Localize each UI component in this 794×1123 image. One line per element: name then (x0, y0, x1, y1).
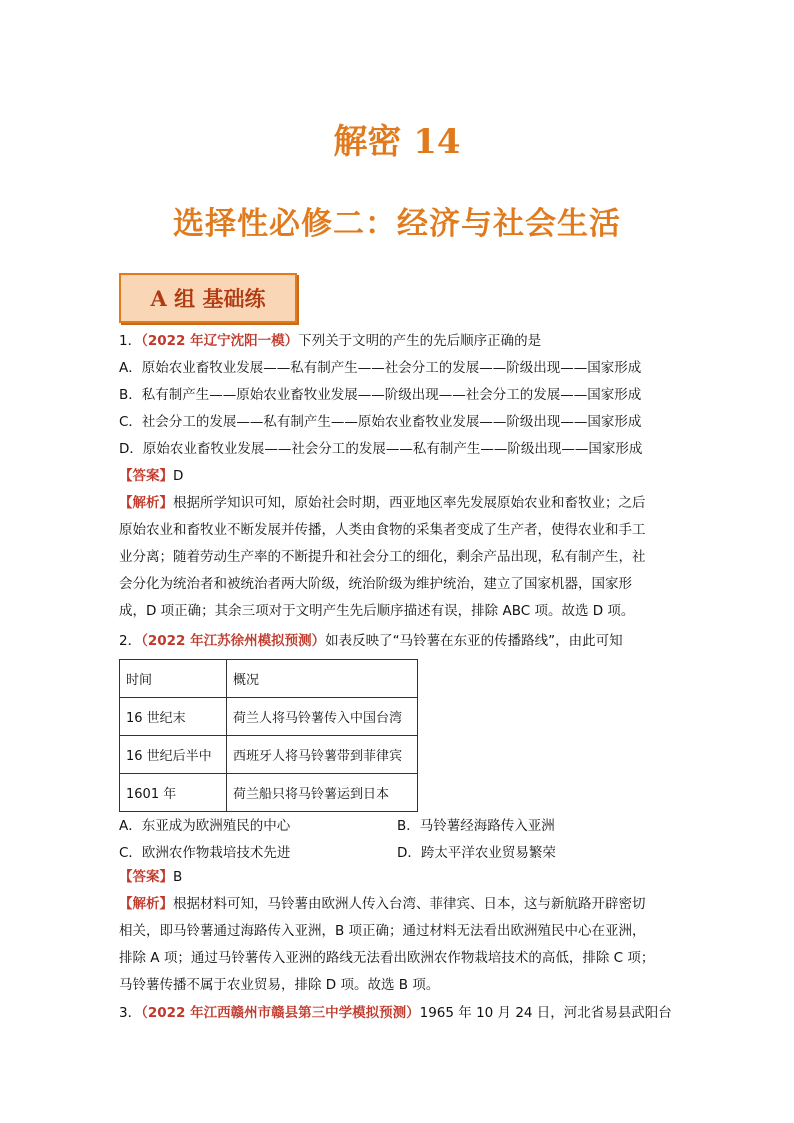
table-header-cell: 时间 (120, 660, 227, 698)
table-row (120, 774, 418, 812)
answer-tag: 【答案】 (119, 468, 173, 484)
question-number: 1． (119, 333, 142, 349)
q1-answer (119, 467, 183, 485)
potato-spread-table (119, 659, 418, 812)
answer-tag: 【答案】 (119, 869, 173, 885)
q1-option-d: D．原始农业畜牧业发展——社会分工的发展——私有制产生——阶级出现——国家形成 (119, 441, 643, 457)
q2-option-d: D．跨太平洋农业贸易繁荣 (397, 845, 556, 861)
table-header-cell: 概况 (227, 660, 418, 698)
page-subtitle: 选择性必修二：经济与社会生活 (173, 206, 621, 242)
question-1-stem (119, 332, 541, 350)
analysis-text: 根据所学知识可知，原始社会时期，西亚地区率先发展原始农业和畜牧业；之后 (173, 495, 646, 511)
q2-analysis-line-1 (119, 895, 646, 913)
q2-analysis-line-4: 马铃薯传播不属于农业贸易，排除 D 项。故选 B 项。 (119, 977, 440, 993)
q1-analysis-line-3: 业分离；随着劳动生产率的不断提升和社会分工的细化，剩余产品出现，私有制产生，社 (119, 549, 646, 565)
q2-option-a: A．东亚成为欧洲殖民的中心 (119, 818, 291, 834)
question-text: 1965 年 10 月 24 日，河北省易县武阳台 (419, 1005, 672, 1021)
question-text: 如表反映了“马铃薯在东亚的传播路线”，由此可知 (325, 633, 623, 649)
section-header-box (119, 273, 297, 323)
table-row (120, 736, 418, 774)
q1-option-c: C．社会分工的发展——私有制产生——原始农业畜牧业发展——阶级出现——国家形成 (119, 414, 642, 430)
question-number: 3． (119, 1005, 142, 1021)
question-source: （2022 年江苏徐州模拟预测） (141, 633, 326, 649)
page-title: 解密 14 (333, 122, 461, 162)
table-cell: 荷兰人将马铃薯传入中国台湾 (227, 698, 418, 736)
q1-option-b: B．私有制产生——原始农业畜牧业发展——阶级出现——社会分工的发展——国家形成 (119, 387, 642, 403)
analysis-tag: 【解析】 (119, 896, 173, 912)
table-cell: 16 世纪末 (120, 698, 227, 736)
q1-analysis-line-2: 原始农业和畜牧业不断发展并传播，人类由食物的采集者变成了生产者，使得农业和手工 (119, 522, 646, 538)
question-text: 下列关于文明的产生的先后顺序正确的是 (298, 333, 542, 349)
answer-value: B (173, 869, 183, 885)
q1-option-a: A．原始农业畜牧业发展——私有制产生——社会分工的发展——阶级出现——国家形成 (119, 360, 642, 376)
question-source: （2022 年江西赣州市赣县第三中学模拟预测） (141, 1005, 420, 1021)
q2-analysis-line-2: 相关，即马铃薯通过海路传入亚洲，B 项正确；通过材料无法看出欧洲殖民中心在亚洲， (119, 923, 646, 939)
question-2-stem (119, 632, 623, 650)
table-cell: 荷兰船只将马铃薯运到日本 (227, 774, 418, 812)
table-header-row (120, 660, 418, 698)
q2-analysis-line-3: 排除 A 项；通过马铃薯传入亚洲的路线无法看出欧洲农作物栽培技术的高低，排除 C 项； (119, 950, 655, 966)
q1-analysis-line-4: 会分化为统治者和被统治者两大阶级，统治阶级为维护统治，建立了国家机器，国家形 (119, 576, 632, 592)
q1-analysis-line-1 (119, 494, 646, 512)
q2-answer (119, 868, 182, 886)
q2-option-b: B．马铃薯经海路传入亚洲 (397, 818, 555, 834)
table-cell: 16 世纪后半中 (120, 736, 227, 774)
q1-analysis-line-5: 成，D 项正确；其余三项对于文明产生先后顺序描述有误，排除 ABC 项。故选 D 项。 (119, 603, 635, 619)
section-header-label: A 组 基础练 (150, 286, 266, 311)
question-3-stem (119, 1004, 672, 1022)
question-number: 2． (119, 633, 142, 649)
table-cell: 西班牙人将马铃薯带到菲律宾 (227, 736, 418, 774)
analysis-tag: 【解析】 (119, 495, 173, 511)
q2-option-c: C．欧洲农作物栽培技术先进 (119, 845, 291, 861)
table-cell: 1601 年 (120, 774, 227, 812)
answer-value: D (173, 468, 184, 484)
table-row (120, 698, 418, 736)
question-source: （2022 年辽宁沈阳一模） (141, 333, 299, 349)
analysis-text: 根据材料可知，马铃薯由欧洲人传入台湾、菲律宾、日本，这与新航路开辟密切 (173, 896, 646, 912)
